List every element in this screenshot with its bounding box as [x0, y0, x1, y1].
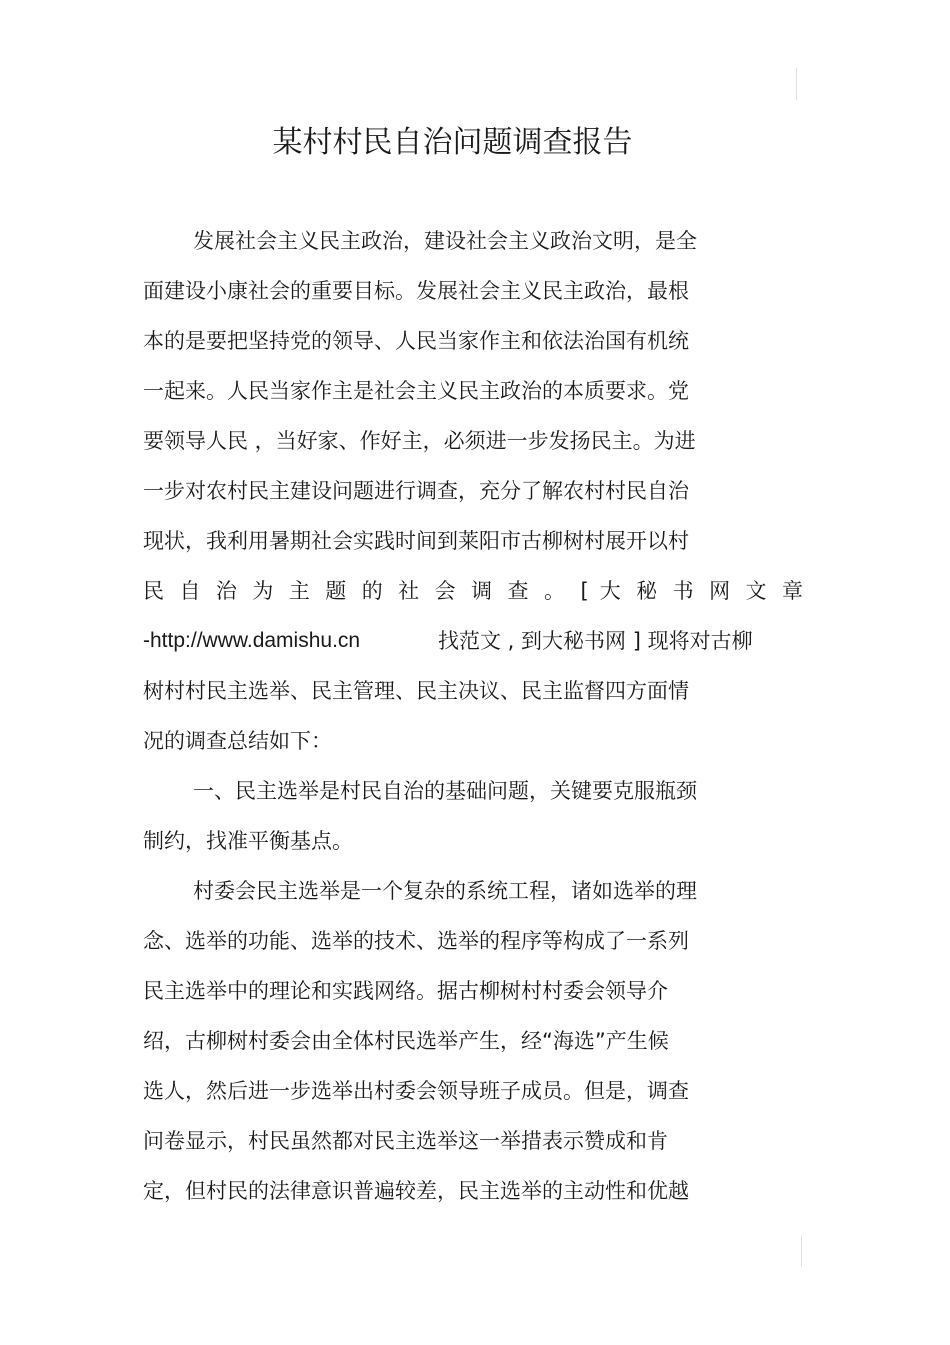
source-link-text: -http://www.damishu.cn	[143, 629, 361, 652]
paragraph-line: 现状，我利用暑期社会实践时间到莱阳市古柳树村展开以村	[143, 529, 689, 553]
paragraph-line: 绍，古柳树村委会由全体村民选举产生，经“海选”产生候	[143, 1029, 669, 1053]
page-title: 某村村民自治问题调查报告	[272, 125, 633, 160]
paragraph-line-continued: 找范文 , 到大秘书网 ] 现将对古柳	[438, 629, 753, 653]
paragraph-line: 民主选举中的理论和实践网络。据古柳树村村委会领导介	[143, 979, 668, 1003]
paragraph-line: 一步对农村民主建设问题进行调查，充分了解农村村民自治	[143, 479, 689, 503]
paragraph-line: 况的调查总结如下：	[143, 729, 332, 753]
paragraph-line: 村委会民主选举是一个复杂的系统工程，诸如选举的理	[193, 879, 697, 903]
paragraph-line: 树村村民主选举、民主管理、民主决议、民主监督四方面情	[143, 679, 689, 703]
paragraph-line: 发展社会主义民主政治，建设社会主义政治文明，是全	[193, 229, 697, 253]
paragraph-line: 要领导人民 ，当好家、作好主，必须进一步发扬民主。为进	[143, 429, 696, 453]
paragraph-line: 本的是要把坚持党的领导、人民当家作主和依法治国有机统	[143, 329, 689, 353]
paragraph-line: 一起来。人民当家作主是社会主义民主政治的本质要求。党	[143, 379, 689, 403]
paragraph-line: 念、选举的功能、选举的技术、选举的程序等构成了一系列	[143, 929, 689, 953]
page-edge-mark-bottom	[801, 1235, 802, 1267]
paragraph-line: 选人，然后进一步选举出村委会领导班子成员。但是，调查	[143, 1079, 689, 1103]
section-heading-line: 制约，找准平衡基点。	[143, 829, 353, 853]
section-heading-line: 一、民主选举是村民自治的基础问题，关键要克服瓶颈	[193, 779, 697, 803]
paragraph-line-spread: 民 自 治 为 主 题 的 社 会 调 查 。 [ 大 秘 书 网 文 章	[143, 579, 803, 603]
paragraph-line: 问卷显示，村民虽然都对民主选举这一举措表示赞成和肯	[143, 1129, 668, 1153]
paragraph-line: 定，但村民的法律意识普遍较差，民主选举的主动性和优越	[143, 1179, 689, 1203]
paragraph-line: 面建设小康社会的重要目标。发展社会主义民主政治，最根	[143, 279, 689, 303]
page-edge-mark-top	[796, 68, 797, 100]
